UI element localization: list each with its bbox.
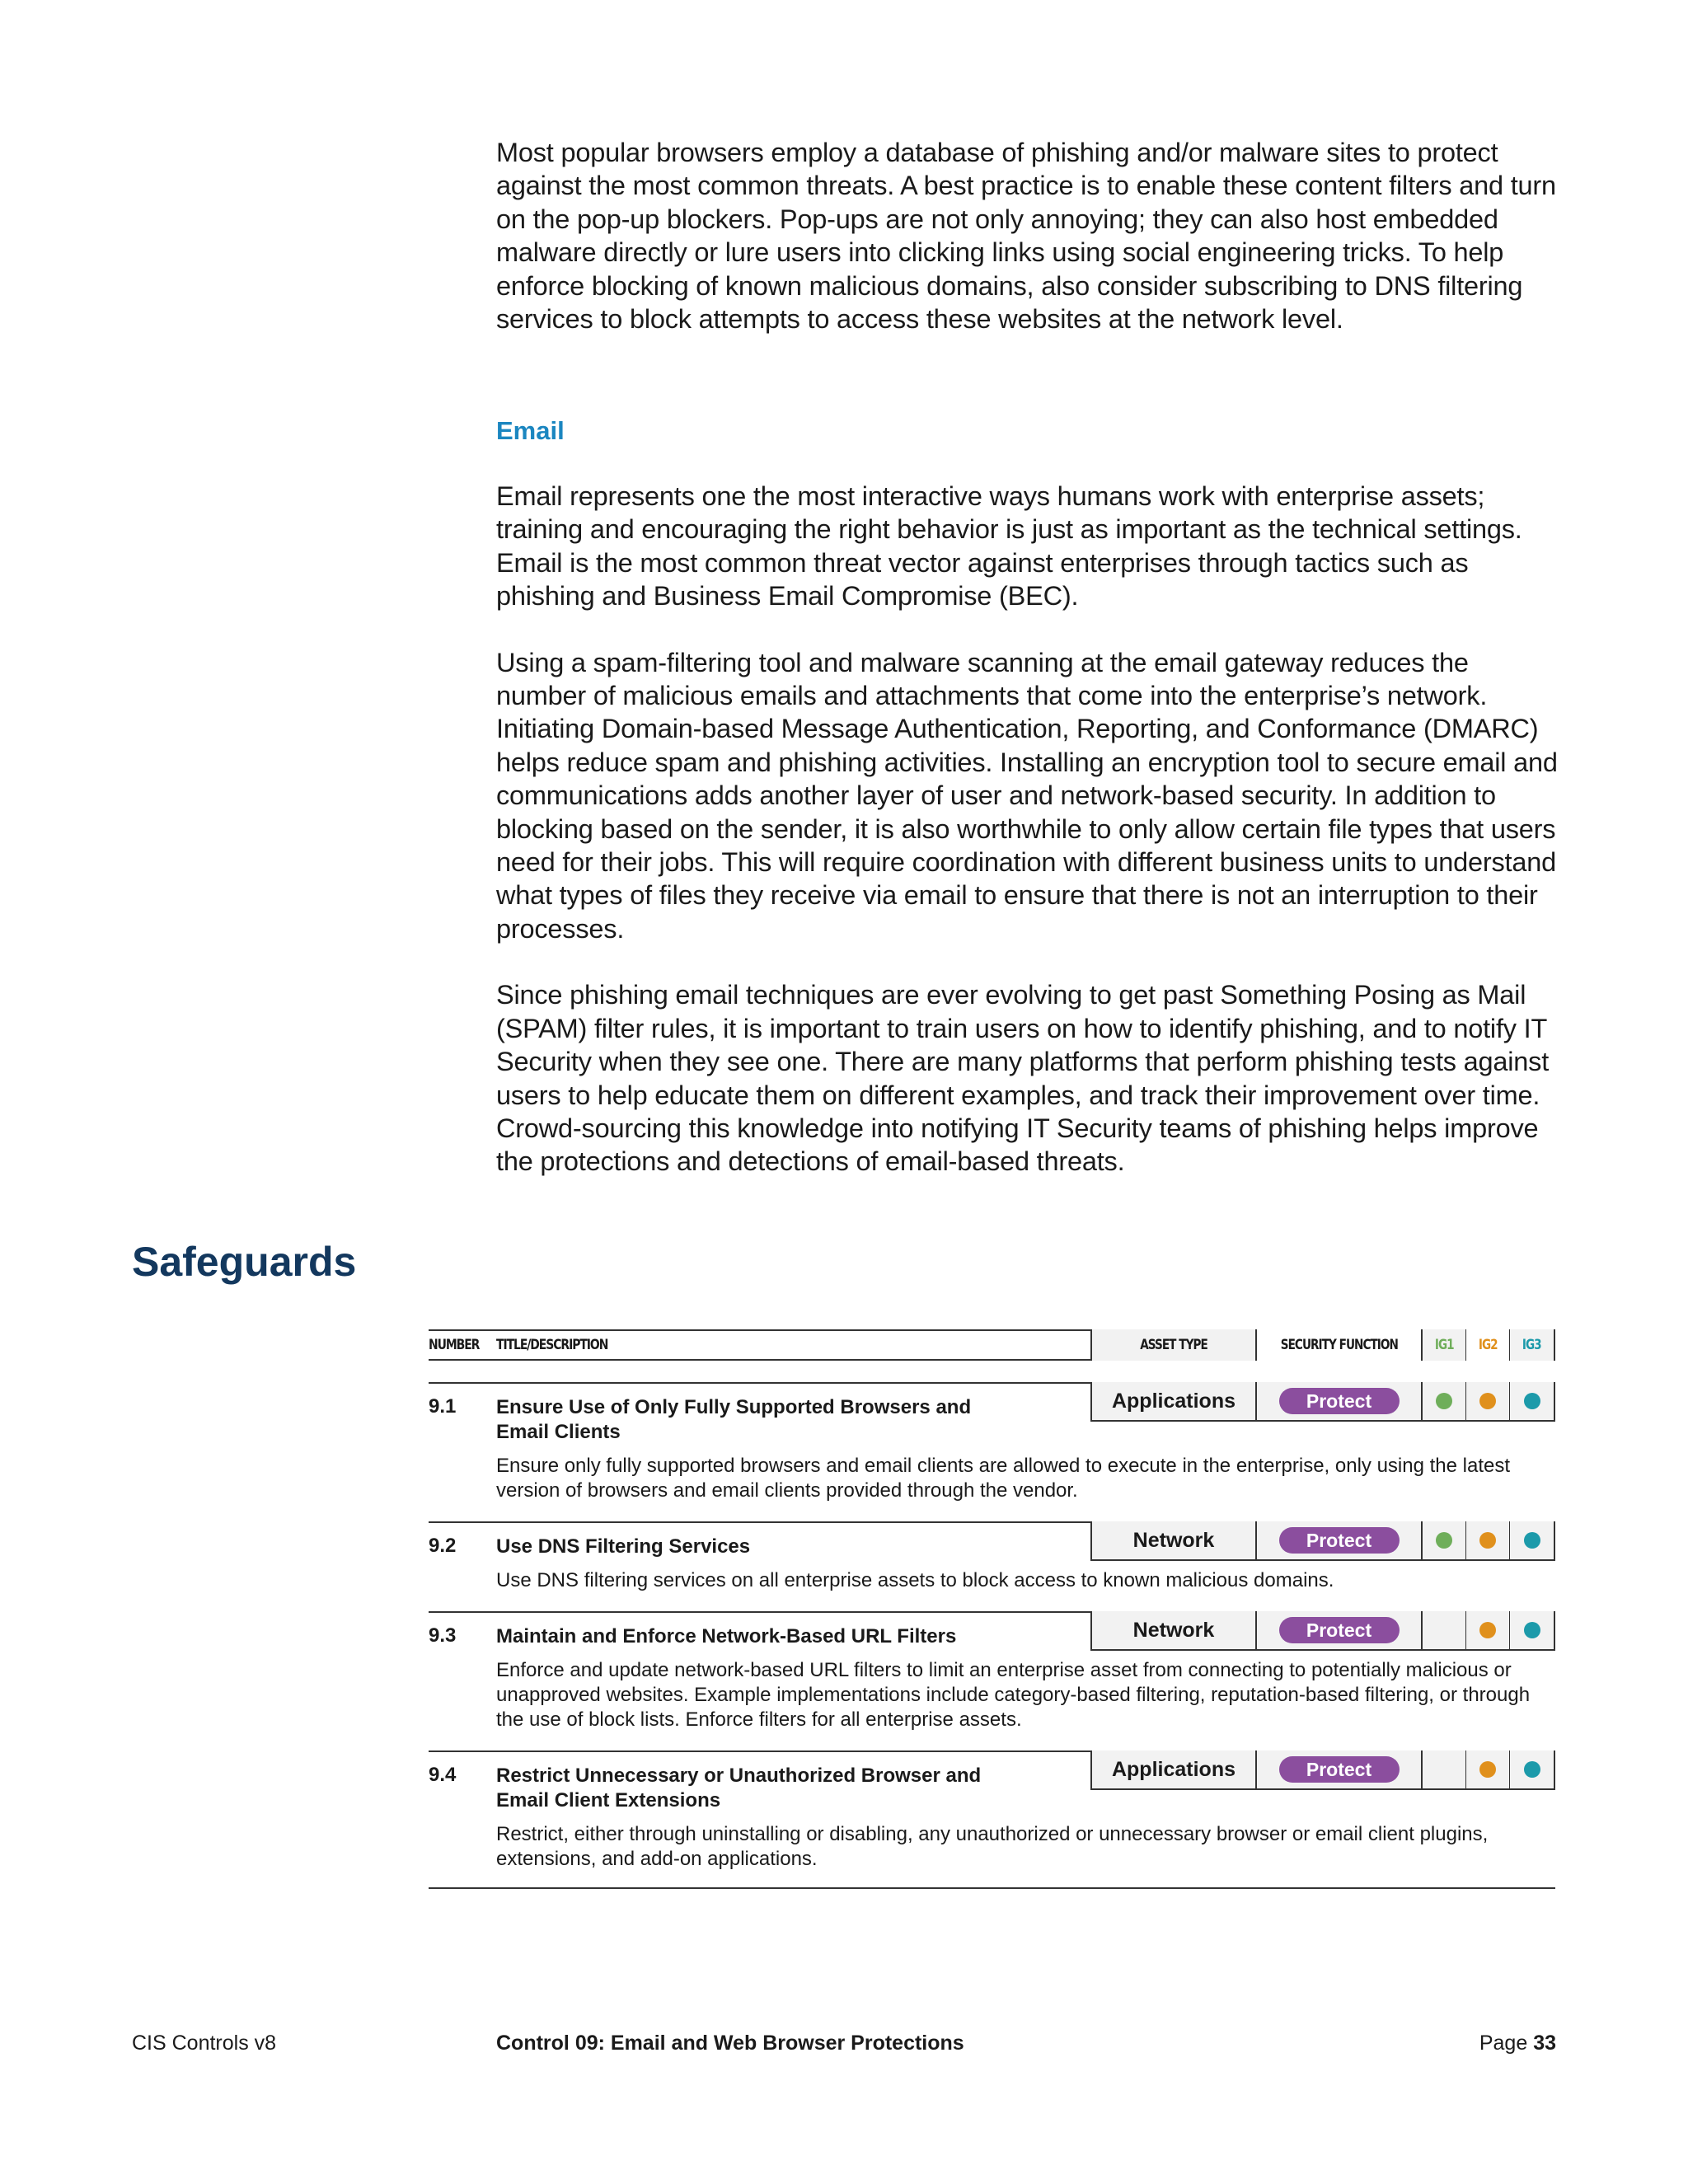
safeguard-number: 9.2 (429, 1535, 457, 1557)
protect-badge: Protect (1279, 1756, 1400, 1783)
safeguard-number: 9.3 (429, 1624, 457, 1647)
column-header-security-function: SECURITY FUNCTION (1280, 1337, 1398, 1353)
column-header-ig2-box (1466, 1329, 1511, 1361)
column-header-ig3: IG3 (1522, 1337, 1541, 1353)
ig2-cell (1466, 1750, 1511, 1790)
intro-paragraph-block (496, 136, 1559, 368)
ig1-cell (1423, 1611, 1467, 1651)
ig3-dot-icon (1524, 1393, 1540, 1409)
safeguard-title: Use DNS Filtering Services (496, 1535, 751, 1558)
footer-chapter-title: Control 09: Email and Web Browser Protections (496, 2032, 964, 2055)
ig1-cell (1423, 1750, 1467, 1790)
footer-page-label: Page (1479, 2032, 1534, 2055)
security-function-cell (1257, 1611, 1423, 1651)
footer-page-indicator (1479, 2032, 1556, 2055)
safeguards-table-header (429, 1329, 1555, 1361)
safeguard-title: Restrict Unnecessary or Unauthorized Browser and Email Client Extensions (496, 1765, 982, 1811)
asset-type-cell: Network (1090, 1611, 1257, 1651)
column-header-title: TITLE/DESCRIPTION (496, 1337, 608, 1353)
table-bottom-rule (429, 1887, 1555, 1889)
ig2-cell (1466, 1521, 1511, 1561)
column-header-function-box (1257, 1329, 1423, 1361)
asset-type-cell: Network (1090, 1521, 1257, 1561)
intro-paragraph: Most popular browsers employ a database of phishing and/or malware sites to protect against the most common threats. A best practice is to enable these content filters and turn on the pop-up blockers. Pop-ups are not only annoying; they can also host embedded malware directly or lure users into clicking links using social engineering tricks. To help enforce blocking of known malicious domains, also consider subscribing to DNS filtering services to block attempts to access these websites at the network level. (496, 138, 1556, 335)
security-function-cell (1257, 1521, 1423, 1561)
ig3-dot-icon (1524, 1761, 1540, 1778)
ig3-dot-icon (1524, 1532, 1540, 1549)
ig2-cell (1466, 1382, 1511, 1422)
ig2-dot-icon (1479, 1622, 1496, 1638)
ig3-dot-icon (1524, 1622, 1540, 1638)
safeguard-title: Ensure Use of Only Fully Supported Browsers and Email Clients (496, 1396, 972, 1443)
ig3-cell (1510, 1382, 1555, 1422)
email-section-heading: Email (496, 416, 565, 445)
safeguards-heading: Safeguards (132, 1239, 357, 1285)
ig3-cell (1510, 1750, 1555, 1790)
ig3-cell (1510, 1521, 1555, 1561)
column-header-ig1: IG1 (1434, 1337, 1454, 1353)
protect-badge: Protect (1279, 1617, 1400, 1643)
footer-document-title: CIS Controls v8 (132, 2032, 277, 2055)
ig2-dot-icon (1479, 1532, 1496, 1549)
ig1-cell (1423, 1521, 1467, 1561)
column-header-number: NUMBER (429, 1337, 480, 1353)
column-header-ig3-box (1510, 1329, 1555, 1361)
email-paragraph-2: Using a spam-filtering tool and malware scanning at the email gateway reduces the number of malicious emails and attachments that come into the enterprise’s network. Initiating Domain-based Message Authentication, Reporting, and Conformance (DMARC) helps reduce spam and phishing activities. Installing an encryption tool to secure email and communications adds another layer of user and network-based security. In addition to blocking based on the sender, it is also worthwhile to only allow certain file types that users need for their jobs. This will require coordination with different business units to understand what types of files they receive via email to ensure that there is not an interruption to their processes. (496, 647, 1558, 944)
safeguard-number: 9.4 (429, 1764, 457, 1786)
ig1-cell (1423, 1382, 1467, 1422)
security-function-cell (1257, 1750, 1423, 1790)
safeguard-number: 9.1 (429, 1395, 457, 1418)
ig2-dot-icon (1479, 1761, 1496, 1778)
asset-type-cell: Applications (1090, 1382, 1257, 1422)
protect-badge: Protect (1279, 1388, 1400, 1414)
column-header-asset-type: ASSET TYPE (1140, 1337, 1207, 1353)
email-paragraph-3: Since phishing email techniques are ever evolving to get past Something Posing as Mail (SPAM) filter rules, it is important to train users on how to identify phishing, and to notify IT Security when they see one. There are many platforms that perform phishing tests against users to help educate them on different examples, and track their improvement over time. Crowd-sourcing this knowledge into notifying IT Security teams of phishing helps improve the protections and detections of email-based threats. (496, 980, 1550, 1177)
column-header-ig2: IG2 (1478, 1337, 1498, 1353)
column-header-asset-type-box (1090, 1329, 1257, 1361)
safeguard-description: Use DNS filtering services on all enterprise assets to block access to known malicious domains. (496, 1569, 1334, 1591)
ig2-cell (1466, 1611, 1511, 1651)
safeguard-description: Restrict, either through uninstalling or disabling, any unauthorized or unnecessary browser or email client plugins, extensions, and add-on applications. (496, 1823, 1489, 1870)
footer-page-number: 33 (1533, 2032, 1556, 2055)
security-function-cell (1257, 1382, 1423, 1422)
email-section-body (496, 480, 1559, 1212)
ig1-dot-icon (1436, 1393, 1452, 1409)
ig3-cell (1510, 1611, 1555, 1651)
email-paragraph-1: Email represents one the most interactive ways humans work with enterprise assets; training and encouraging the right behavior is just as important as the technical settings. Email is the most common threat vector against enterprises through tactics such as phishing and Business Email Compromise (BEC). (496, 481, 1522, 612)
ig1-dot-icon (1436, 1532, 1452, 1549)
column-header-ig1-box (1423, 1329, 1467, 1361)
protect-badge: Protect (1279, 1527, 1400, 1554)
safeguard-description: Ensure only fully supported browsers and email clients are allowed to execute in the enterprise, only using the latest version of browsers and email clients provided through the vendor. (496, 1455, 1511, 1502)
asset-type-cell: Applications (1090, 1750, 1257, 1790)
safeguard-description: Enforce and update network-based URL filters to limit an enterprise asset from connecting to potentially malicious or unapproved websites. Example implementations include category-based filtering, reputation-based filtering, or through the use of block lists. Enforce filters for all enterprise assets. (496, 1659, 1531, 1731)
ig2-dot-icon (1479, 1393, 1496, 1409)
safeguard-title: Maintain and Enforce Network-Based URL Filters (496, 1625, 957, 1647)
